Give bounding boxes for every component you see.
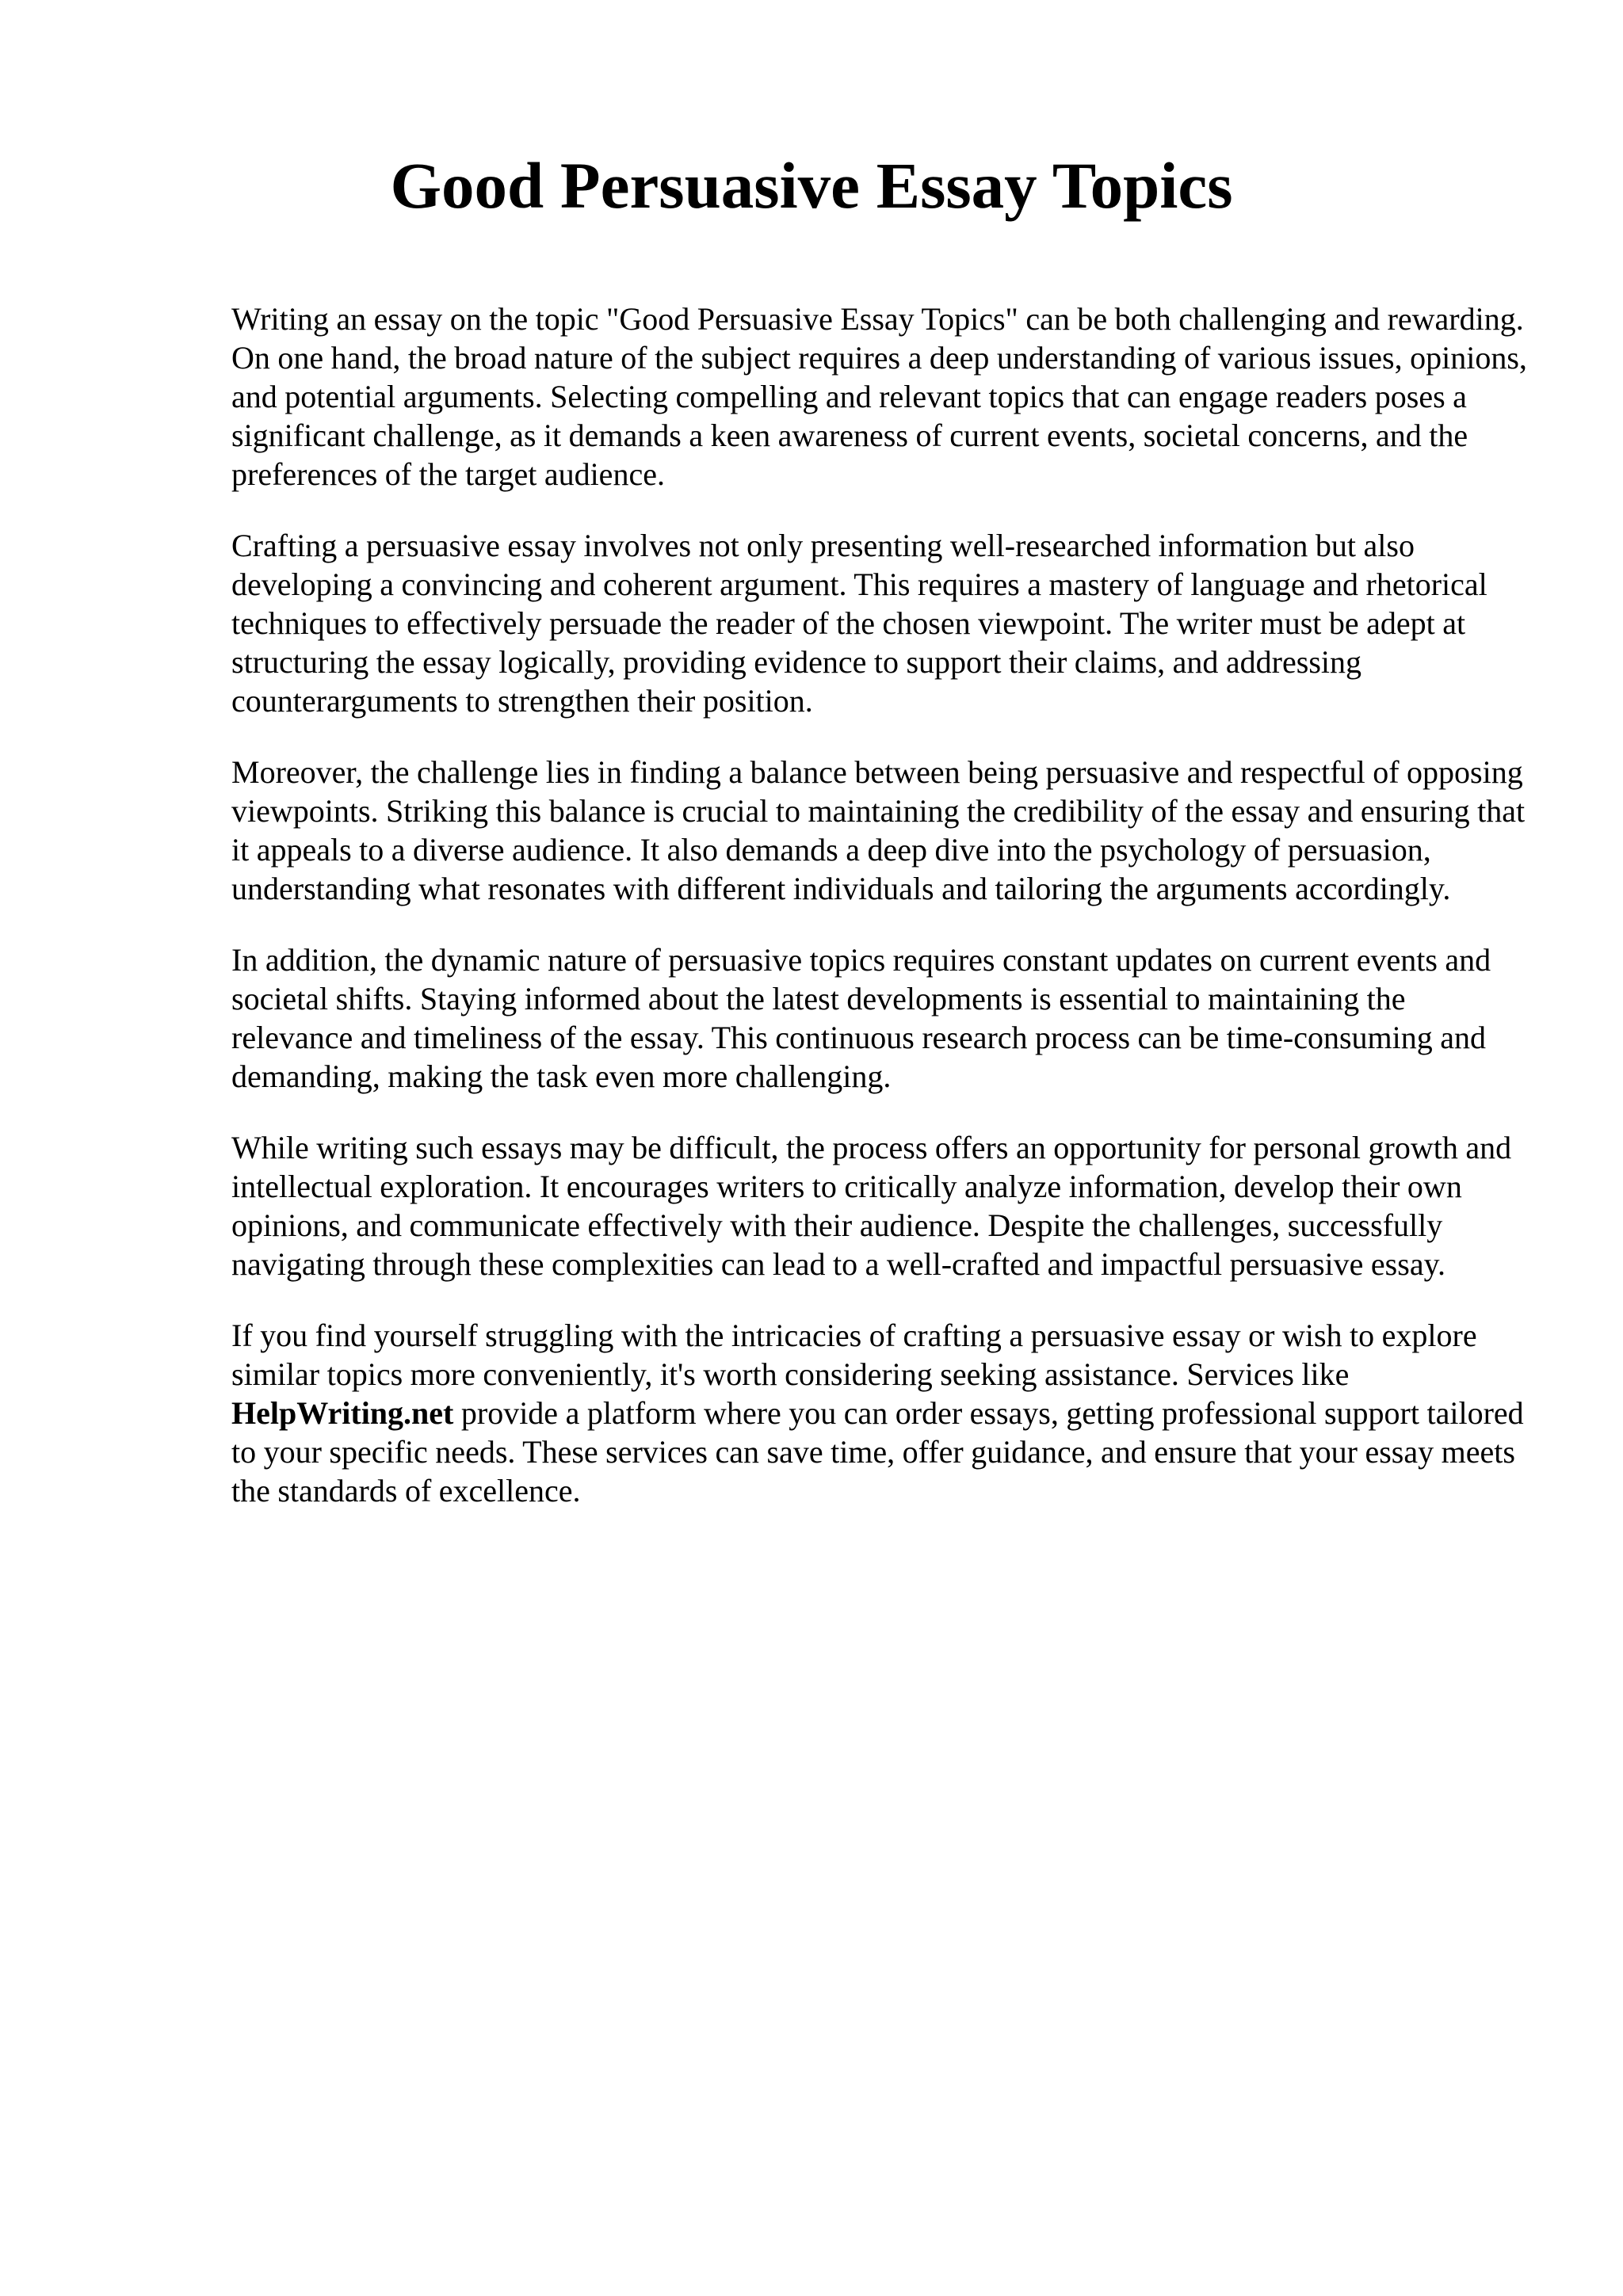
paragraph-4: In addition, the dynamic nature of persuasive topics requires constant updates on current events and societal shifts. Staying informed about the latest developments is essential to maintaining the relevance and timeliness of the essay. This continuous research process can be time-consuming and demanding, making the task even more challenging. (231, 942, 1491, 1094)
paragraph-2: Crafting a persuasive essay involves not only presenting well-researched information but also developing a convincing and coherent argument. This requires a mastery of language and rhetorical techniques to effectively persuade the reader of the chosen viewpoint. The writer must be adept at structuring the essay logically, providing evidence to support their claims, and addressing counterarguments to strengthen their position. (231, 528, 1487, 719)
page-title: Good Persuasive Essay Topics (390, 149, 1233, 222)
paragraph-1: Writing an essay on the topic "Good Persuasive Essay Topics" can be both challenging and rewarding. On one hand, the broad nature of the subject requires a deep understanding of various issues, opinions, and potential arguments. Selecting compelling and relevant topics that can engage readers poses a significant challenge, as it demands a keen awareness of current events, societal concerns, and the preferences of the target audience. (231, 301, 1527, 492)
essay-body (231, 299, 1531, 1543)
paragraph-5: While writing such essays may be difficult, the process offers an opportunity for personal growth and intellectual exploration. It encourages writers to critically analyze information, develop their own opinions, and communicate effectively with their audience. Despite the challenges, successfully navigating through these complexities can lead to a well-crafted and impactful persuasive essay. (231, 1130, 1512, 1282)
paragraph-3: Moreover, the challenge lies in finding a balance between being persuasive and respectful of opposing viewpoints. Striking this balance is crucial to maintaining the credibility of the essay and ensuring that it appeals to a diverse audience. It also demands a deep dive into the psychology of persuasion, understanding what resonates with different individuals and tailoring the arguments accordingly. (231, 754, 1526, 906)
paragraph-6 (231, 1316, 1531, 1510)
helpwriting-brand-name: HelpWriting.net (231, 1395, 454, 1431)
paragraph-6-rest: provide a platform where you can order essays, getting professional support tailored to your specific needs. These services can save time, offer guidance, and ensure that your essay meets the standards of excellence. (231, 1395, 1524, 1508)
paragraph-6-intro: If you find yourself struggling with the intricacies of crafting a persuasive essay or wish to explore similar topics more conveniently, it's worth considering seeking assistance. Services like (231, 1318, 1477, 1392)
